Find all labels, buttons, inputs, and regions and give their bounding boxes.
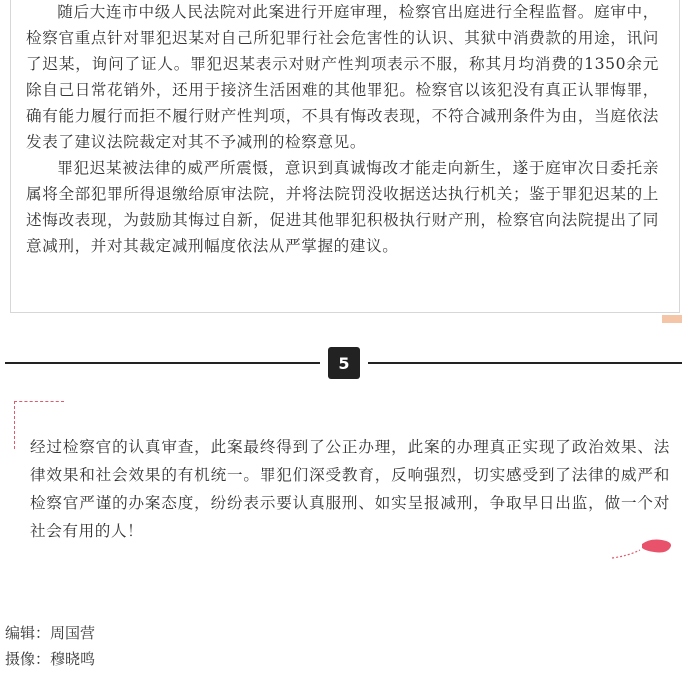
- credits: [5, 620, 95, 672]
- dashed-corner-decoration-top: [14, 401, 64, 402]
- dashed-corner-decoration-side: [14, 401, 15, 449]
- conclusion-block: [30, 433, 670, 545]
- article-text-box: [10, 0, 680, 313]
- section-divider-right: [368, 362, 682, 364]
- paragraph-court-hearing: 随后大连市中级人民法院对此案进行开庭审理，检察官出庭进行全程监督。庭审中，检察官重点针对罪犯迟某对自己所犯罪行社会危害性的认识、其狱中消费款的用途，讯问了迟某，询问了证人。罪犯迟某表示对财产性判项表示不服，称其月均消费的1350余元除自己日常花销外，还用于接济生活困难的其他罪犯。检察官以该犯没有真正认罪悔罪，确有能力履行而拒不履行财产性判项，不具有悔改表现，不符合减刑条件为由，当庭依法发表了建议法院裁定对其不予减刑的检察意见。: [26, 3, 659, 151]
- paragraph-conclusion: 经过检察官的认真审查，此案最终得到了公正办理，此案的办理真正实现了政治效果、法律效果和社会效果的有机统一。罪犯们深受教育，反响强烈，切实感受到了法律的威严和检察官严谨的办案态度，纷纷表示要认真服刑、如实呈报减刑，争取早日出监，做一个对社会有用的人！: [30, 438, 670, 540]
- section-number-badge: 5: [328, 347, 360, 379]
- paragraph-repentance: 罪犯迟某被法律的威严所震慑，意识到真诚悔改才能走向新生，遂于庭审次日委托亲属将全部犯罪所得退缴给原审法院，并将法院罚没收据送达执行机关；鉴于罪犯迟某的上述悔改表现，为鼓励其悔过自新，促进其他罪犯积极执行财产刑，检察官向法院提出了同意减刑，并对其裁定减刑幅度依法从严掌握的建议。: [26, 159, 659, 255]
- editor-credit: 编辑：周国营: [5, 624, 96, 642]
- corner-tab-decoration: [662, 315, 682, 323]
- section-divider-left: [5, 362, 320, 364]
- pink-swirl-decoration: [610, 538, 674, 560]
- camera-credit: 摄像：穆晓鸣: [5, 650, 96, 668]
